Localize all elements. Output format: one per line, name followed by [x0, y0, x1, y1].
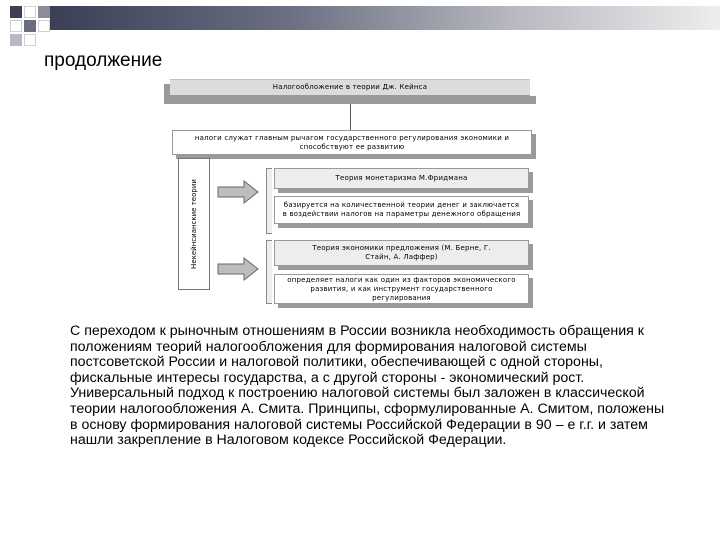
decor-square [10, 6, 22, 18]
top-box-shadow [164, 96, 536, 104]
keynes-theory-title: Налогообложение в теории Дж. Кейнса [170, 79, 530, 96]
decor-square [24, 20, 36, 32]
header-gradient-bar [50, 6, 720, 30]
arrow-right-icon [216, 257, 260, 281]
monetarism-desc-box: базируется на количественной теории денег и заключается в воздействии налогов на параметры денежного обращения [274, 196, 529, 224]
decor-square [10, 20, 22, 32]
body-paragraph: С переходом к рыночным отношениям в России возникла необходимость обращения к положениям теорий налогообложения для формирования налоговой системы постсоветской России и налоговой политики, обеспечивающей с одной стороны, фискальные интересы государства, а с другой стороны - экономический рост. Универсальный подход к построению налоговой системы был заложен в классической теории налогообложения А. Смита. Принципы, сформулированные А. Смитом, положены в основу формирования налоговой системы Российской Федерации в 90 – е г.г. и затем нашли закрепление в Налоговом кодексе Российской Федерации. [70, 323, 665, 449]
decor-square [24, 6, 36, 18]
decor-square [10, 34, 22, 46]
decor-square [24, 34, 36, 46]
supply-theory-desc-box: определяет налоги как один из факторов экономического развития, и как инструмент государственного регулирования [274, 274, 529, 304]
side-label: Некейнсианские теории [190, 179, 198, 269]
side-label-box [178, 158, 210, 290]
group-bracket [266, 240, 272, 304]
slide-heading: продолжение [44, 50, 163, 71]
arrow-right-icon [216, 180, 260, 204]
keynes-claim-box: налоги служат главным рычагом государственного регулирования экономики и способствуют ее развитию [172, 130, 532, 155]
decor-square [38, 6, 50, 18]
monetarism-title-box: Теория монетаризма М.Фридмана [274, 168, 529, 189]
connector-line [350, 104, 351, 130]
group-bracket [266, 168, 272, 234]
decor-square [38, 20, 50, 32]
supply-theory-title-box: Теория экономики предложения (М. Берне, Г. Стайн, А. Лаффер) [274, 240, 529, 266]
